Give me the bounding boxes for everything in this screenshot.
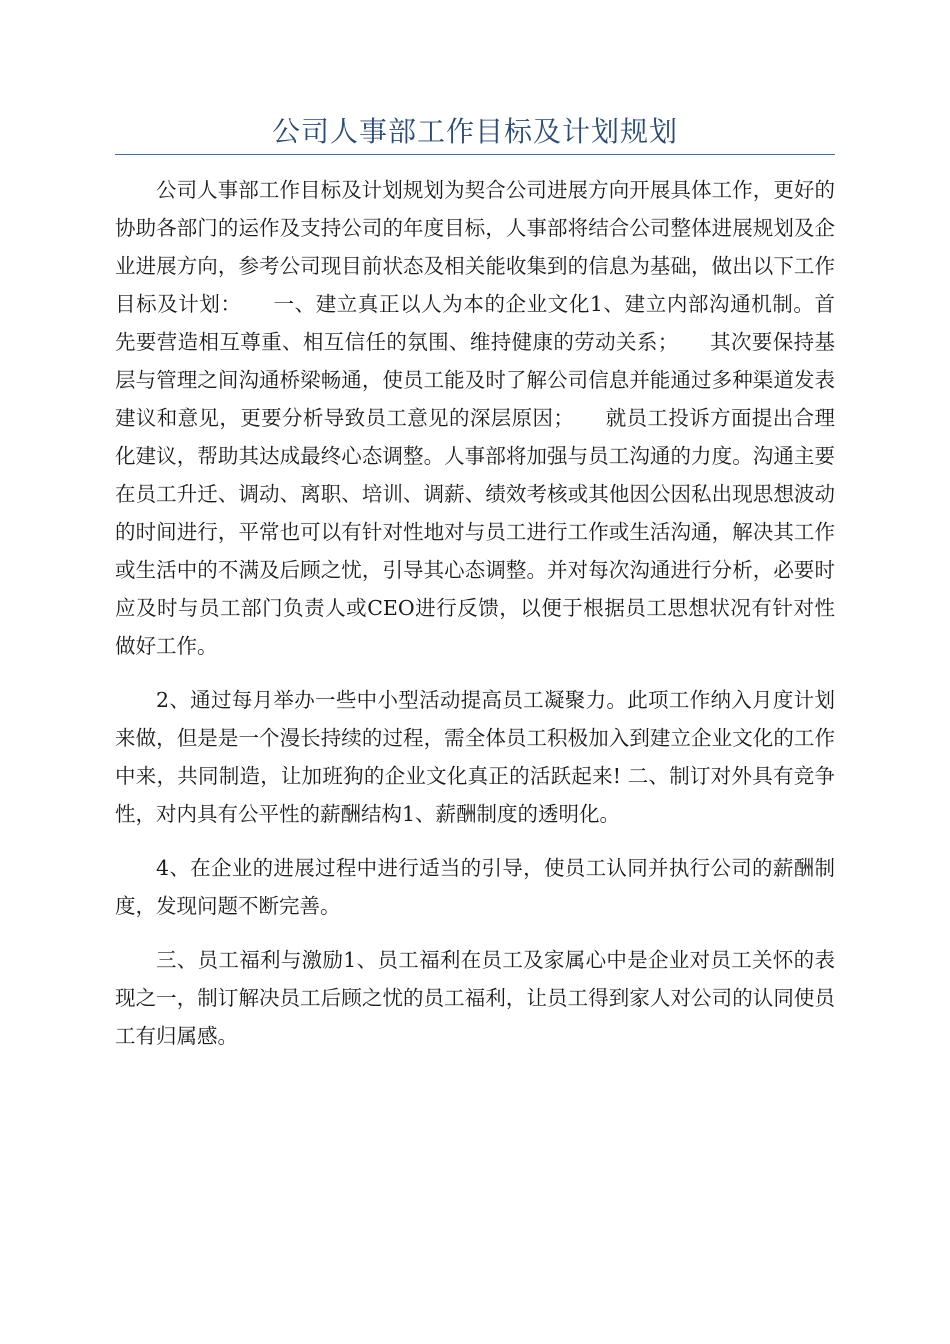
paragraph-2: 2、通过每月举办一些中小型活动提高员工凝聚力。此项工作纳入月度计划来做，但是是一个漫长持续的过程，需全体员工积极加入到建立企业文化的工作中来，共同制造，让加班狗的企业文化真正的活跃起来! 二、制订对外具有竞争性，对内具有公平性的薪酬结构1、薪酬制度的透明化。: [115, 688, 835, 826]
document-title: 公司人事部工作目标及计划规划: [271, 115, 678, 148]
paragraph-4: 三、员工福利与激励1、员工福利在员工及家属心中是企业对员工关怀的表现之一，制订解决员工后顾之忧的员工福利，让员工得到家人对公司的认同使员工有归属感。: [115, 948, 835, 1048]
paragraph-1: 公司人事部工作目标及计划规划为契合公司进展方向开展具体工作，更好的协助各部门的运作及支持公司的年度目标，人事部将结合公司整体进展规划及企业进展方向，参考公司现目前状态及相关能收集到的信息为基础，做出以下工作目标及计划： 一、建立真正以人为本的企业文化1、建立内部沟通机制。首先要营造相互尊重、相互信任的氛围、维持健康的劳动关系； 其次要保持基层与管理之间沟通桥梁畅通，使员工能及时了解公司信息并能通过多种渠道发表建议和意见，更要分析导致员工意见的深层原因； 就员工投诉方面提出合理化建议，帮助其达成最终心态调整。人事部将加强与员工沟通的力度。沟通主要在员工升迁、调动、离职、培训、调薪、绩效考核或其他因公因私出现思想波动的时间进行，平常也可以有针对性地对与员工进行工作或生活沟通，解决其工作或生活中的不满及后顾之忧，引导其心态调整。并对每次沟通进行分析，必要时应及时与员工部门负责人或CEO进行反馈，以便于根据员工思想状况有针对性做好工作。: [115, 178, 835, 658]
title-block: [115, 112, 835, 155]
document-body: [115, 171, 835, 1071]
title-underline: [115, 154, 835, 155]
paragraph-3: 4、在企业的进展过程中进行适当的引导，使员工认同并执行公司的薪酬制度，发现问题不断完善。: [115, 856, 835, 918]
